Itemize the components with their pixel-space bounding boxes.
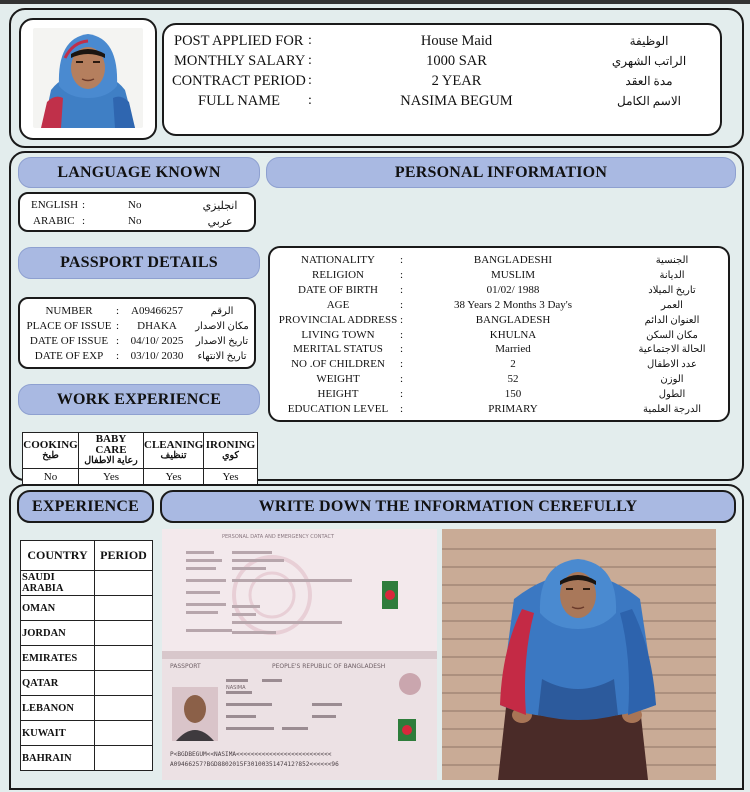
period-cell[interactable]	[95, 571, 153, 596]
personal-arabic: الجنسية	[655, 254, 689, 266]
passport-colon: :	[116, 320, 120, 332]
personal-label: PROVINCIAL ADDRESS	[278, 314, 398, 326]
work-col-ar: طبخ	[42, 450, 59, 461]
country-row	[21, 746, 153, 771]
country-name: LEBANON	[21, 696, 95, 721]
personal-arabic: مكان السكن	[646, 329, 698, 341]
passport-scan-country: PEOPLE'S REPUBLIC OF BANGLADESH	[272, 663, 386, 670]
country-name: QATAR	[21, 671, 95, 696]
work-value: Yes	[144, 469, 204, 485]
work-col-en: IRONING	[205, 438, 256, 451]
header-value: House Maid	[420, 32, 493, 49]
personal-row	[270, 283, 728, 297]
language-arabic: عربي	[207, 215, 233, 228]
work-col-en: CLEANING	[144, 438, 204, 451]
personal-label: NATIONALITY	[301, 254, 375, 266]
personal-value: PRIMARY	[488, 403, 538, 415]
header-info-box	[162, 23, 722, 136]
personal-row	[270, 357, 728, 371]
work-header-row	[23, 433, 258, 469]
passport-value: DHAKA	[137, 320, 177, 332]
passport-mrz-line-2: A09466257?BGD8802015F3010035147412?852<<<<<<96	[170, 761, 339, 768]
passport-row	[20, 334, 254, 348]
write-info-banner: WRITE DOWN THE INFORMATION CEREFULLY	[160, 490, 736, 523]
personal-arabic: الوزن	[660, 373, 684, 385]
personal-label: RELIGION	[312, 269, 364, 281]
passport-scan-graphic	[162, 529, 437, 780]
personal-value: 01/02/ 1988	[486, 284, 540, 296]
country-column-header: COUNTRY	[21, 541, 95, 571]
passport-details-heading: PASSPORT DETAILS	[18, 247, 260, 279]
country-row	[21, 671, 153, 696]
passport-row	[20, 304, 254, 318]
top-rule	[0, 0, 750, 4]
passport-scan-top-header: PERSONAL DATA AND EMERGENCY CONTACT	[222, 534, 335, 540]
experience-table	[20, 540, 153, 771]
work-col-header	[23, 433, 79, 469]
applicant-photo	[33, 28, 143, 128]
header-value: NASIMA BEGUM	[400, 92, 513, 109]
work-value: No	[23, 469, 79, 485]
personal-colon: :	[400, 254, 404, 266]
personal-value: 2	[510, 358, 516, 370]
personal-value: BANGLADESH	[475, 314, 551, 326]
passport-arabic: مكان الاصدار	[195, 320, 249, 332]
experience-heading: EXPERIENCE	[17, 490, 154, 523]
language-box	[18, 192, 256, 232]
personal-value: BANGLADESHI	[473, 254, 553, 266]
language-label: ENGLISH	[31, 199, 79, 211]
header-label: FULL NAME	[198, 92, 281, 109]
personal-colon: :	[400, 314, 404, 326]
period-cell[interactable]	[95, 696, 153, 721]
country-row	[21, 596, 153, 621]
language-known-heading: LANGUAGE KNOWN	[18, 157, 260, 188]
header-value: 1000 SAR	[426, 52, 487, 69]
passport-colon: :	[116, 335, 120, 347]
language-value: No	[128, 215, 142, 227]
country-row	[21, 571, 153, 596]
work-col-header	[204, 433, 258, 469]
personal-info-box	[268, 246, 730, 422]
period-cell[interactable]	[95, 596, 153, 621]
applicant-full-photo	[442, 529, 716, 780]
period-cell[interactable]	[95, 721, 153, 746]
passport-value: 03/10/ 2030	[130, 350, 184, 362]
passport-scan-name: NASIMA	[226, 685, 246, 691]
personal-label: MERITAL STATUS	[293, 343, 383, 355]
work-experience-table	[22, 432, 258, 485]
passport-arabic: تاريخ الاصدار	[195, 335, 249, 347]
country-row	[21, 721, 153, 746]
header-row	[164, 31, 720, 51]
work-col-ar: تنظيف	[160, 450, 187, 461]
country-row	[21, 696, 153, 721]
work-value: Yes	[204, 469, 258, 485]
passport-label: NUMBER	[45, 305, 93, 317]
personal-value: 38 Years 2 Months 3 Day's	[453, 299, 573, 311]
personal-row	[270, 328, 728, 342]
language-row	[20, 198, 254, 212]
language-arabic: انجليزي	[202, 199, 238, 212]
work-value-row	[23, 469, 258, 485]
country-name: BAHRAIN	[21, 746, 95, 771]
personal-arabic: عدد الاطفال	[647, 358, 697, 370]
photo-frame	[19, 18, 157, 140]
passport-value: A09466257	[131, 305, 183, 317]
personal-row	[270, 268, 728, 282]
personal-arabic: الدرجة العلمية	[642, 403, 702, 415]
country-name: OMAN	[21, 596, 95, 621]
period-column-header: PERIOD	[95, 541, 153, 571]
personal-label: LIVING TOWN	[301, 329, 375, 341]
language-value: No	[128, 199, 142, 211]
header-arabic: مدة العقد	[625, 73, 673, 88]
personal-label: WEIGHT	[316, 373, 360, 385]
personal-arabic: تاريخ الميلاد	[648, 284, 696, 296]
personal-colon: :	[400, 269, 404, 281]
personal-arabic: الطول	[658, 388, 686, 400]
personal-value: 150	[504, 388, 522, 400]
header-arabic: الراتب الشهري	[611, 53, 687, 68]
work-value: Yes	[79, 469, 144, 485]
country-name: EMIRATES	[21, 646, 95, 671]
work-col-ar: رعاية الاطفال	[84, 456, 138, 466]
personal-row	[270, 402, 728, 416]
period-cell[interactable]	[95, 671, 153, 696]
personal-arabic: العنوان الدائم	[644, 314, 700, 326]
country-name: JORDAN	[21, 621, 95, 646]
period-cell[interactable]	[95, 646, 153, 671]
personal-arabic: الحالة الاجتماعية	[638, 343, 706, 355]
personal-row	[270, 342, 728, 356]
header-row	[164, 71, 720, 91]
personal-value: Married	[495, 343, 531, 355]
personal-label: AGE	[326, 299, 350, 311]
work-experience-heading: WORK EXPERIENCE	[18, 384, 260, 415]
personal-colon: :	[400, 284, 404, 296]
personal-colon: :	[400, 373, 404, 385]
language-row	[20, 214, 254, 228]
header-colon: :	[308, 33, 312, 48]
passport-row	[20, 349, 254, 363]
language-colon: :	[82, 199, 86, 211]
personal-value: KHULNA	[489, 329, 537, 341]
personal-information-heading: PERSONAL INFORMATION	[266, 157, 736, 188]
period-cell[interactable]	[95, 621, 153, 646]
personal-arabic: العمر	[661, 299, 683, 311]
header-row	[164, 91, 720, 111]
personal-colon: :	[400, 403, 404, 415]
country-row	[21, 621, 153, 646]
header-label: CONTRACT PERIOD	[172, 72, 306, 89]
work-col-header	[79, 433, 144, 469]
passport-scan-label: PASSPORT	[170, 663, 201, 670]
header-label: MONTHLY SALARY	[174, 52, 306, 69]
personal-row	[270, 298, 728, 312]
personal-value: MUSLIM	[490, 269, 535, 281]
passport-row	[20, 319, 254, 333]
work-col-en: COOKING	[23, 438, 78, 451]
passport-label: DATE OF EXP	[34, 350, 104, 362]
passport-scan	[162, 529, 437, 780]
personal-label: HEIGHT	[317, 388, 359, 400]
language-colon: :	[82, 215, 86, 227]
header-colon: :	[308, 73, 312, 88]
personal-colon: :	[400, 388, 404, 400]
personal-row	[270, 253, 728, 267]
personal-colon: :	[400, 299, 404, 311]
header-colon: :	[308, 93, 312, 108]
header-arabic: الاسم الكامل	[616, 93, 681, 108]
passport-label: DATE OF ISSUE	[29, 335, 109, 347]
header-row	[164, 51, 720, 71]
work-col-header	[144, 433, 204, 469]
personal-colon: :	[400, 358, 404, 370]
period-cell[interactable]	[95, 746, 153, 771]
personal-arabic: الديانة	[659, 269, 685, 281]
experience-header-row	[21, 541, 153, 571]
personal-row	[270, 387, 728, 401]
header-label: POST APPLIED FOR	[174, 32, 304, 49]
passport-colon: :	[116, 305, 120, 317]
personal-label: EDUCATION LEVEL	[287, 403, 389, 415]
country-row	[21, 646, 153, 671]
personal-label: NO .OF CHILDREN	[291, 358, 385, 370]
passport-label: PLACE OF ISSUE	[26, 320, 112, 332]
header-value: 2 YEAR	[431, 72, 482, 89]
personal-row	[270, 313, 728, 327]
work-col-en: BABY CARE	[95, 433, 127, 456]
passport-arabic: تاريخ الانتهاء	[197, 350, 247, 362]
passport-arabic: الرقم	[210, 305, 234, 317]
header-arabic: الوظيفة	[629, 33, 669, 48]
country-name: KUWAIT	[21, 721, 95, 746]
header-colon: :	[308, 53, 312, 68]
personal-value: 52	[507, 373, 519, 385]
passport-colon: :	[116, 350, 120, 362]
personal-row	[270, 372, 728, 386]
personal-colon: :	[400, 343, 404, 355]
personal-label: DATE OF BIRTH	[297, 284, 378, 296]
personal-colon: :	[400, 329, 404, 341]
passport-box	[18, 297, 256, 369]
header-panel	[9, 8, 744, 148]
work-col-ar: كوي	[222, 450, 239, 461]
language-label: ARABIC	[33, 215, 75, 227]
country-name: SAUDI ARABIA	[21, 571, 95, 596]
passport-mrz-line-1: P<BGDBEGUM<<NASIMA<<<<<<<<<<<<<<<<<<<<<<<<<<	[170, 751, 332, 758]
passport-value: 04/10/ 2025	[130, 335, 184, 347]
